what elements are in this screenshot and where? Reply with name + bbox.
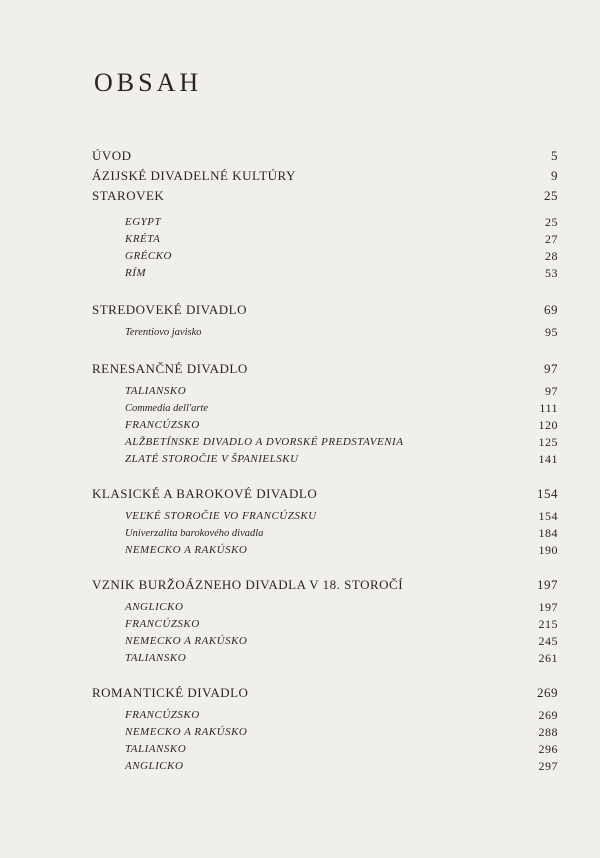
toc-entry [92,146,558,166]
toc-subentry [92,417,558,434]
toc-subentry-label: TALIANSKO [125,385,187,397]
toc-subentry-page: 97 [545,384,558,398]
toc-subentry-page: 27 [545,232,558,246]
toc-entry-page: 9 [551,168,558,183]
toc-subentry [92,633,558,650]
toc-subentry [92,214,558,231]
toc-entry-page: 5 [551,148,558,163]
toc-subentry-label: NEMECKO A RAKÚSKO [125,726,248,738]
toc-entry-label: ÁZIJSKÉ DIVADELNÉ KULTÚRY [92,168,296,183]
toc-entry-label: ROMANTICKÉ DIVADLO [92,685,249,700]
toc-entry-label: STREDOVEKÉ DIVADLO [92,302,248,317]
toc-subentry-page: 288 [538,725,558,739]
toc-subentry-label: Univerzalita barokového divadla [125,528,264,539]
toc-subentry-label: FRANCÚZSKO [125,419,200,431]
toc-subentry-label: KRÉTA [125,233,161,245]
toc-subentry-page: 190 [538,543,558,557]
toc-subentry-label: Terentiovo javisko [125,327,202,338]
toc-subentry [92,508,558,525]
toc-entry-label: KLASICKÉ A BAROKOVÉ DIVADLO [92,486,318,501]
toc-entry [92,300,558,320]
toc-subentry-label: VEĽKÉ STOROČIE VO FRANCÚZSKU [125,510,317,522]
toc-subentry-page: 245 [538,634,558,648]
toc-subentry [92,616,558,633]
toc-subentry [92,758,558,775]
toc-subentry-page: 53 [545,266,558,280]
toc-subentry [92,451,558,468]
toc-subentry [92,650,558,667]
toc-subentry-label: ANGLICKO [125,760,184,772]
toc-entry-page: 97 [544,361,558,376]
toc-entry-label: RENESANČNÉ DIVADLO [92,361,248,376]
toc-subentry [92,599,558,616]
toc-entry [92,484,558,504]
toc-entry-page: 69 [544,302,558,317]
toc-subentry-page: 120 [538,418,558,432]
toc-subentry [92,231,558,248]
toc-subentry-page: 269 [538,708,558,722]
toc-subentry-page: 141 [538,452,558,466]
table-of-contents [92,146,558,775]
toc-entry-label: ÚVOD [92,148,132,163]
toc-subentry-page: 111 [539,401,558,415]
toc-subentry-label: GRÉCKO [125,250,172,262]
toc-subentry [92,707,558,724]
toc-subentry [92,324,558,341]
toc-subentry-label: ALŽBETÍNSKE DIVADLO A DVORSKÉ PREDSTAVENIA [125,436,404,448]
toc-subentry-page: 125 [538,435,558,449]
toc-entry-page: 269 [537,685,558,700]
toc-subentry [92,383,558,400]
toc-subentry-page: 154 [538,509,558,523]
toc-entry-label: STAROVEK [92,188,165,203]
toc-subentry-label: Commedia dell'arte [125,403,209,414]
toc-subentry-label: TALIANSKO [125,652,187,664]
toc-entry [92,186,558,206]
toc-subentry-page: 296 [538,742,558,756]
toc-entry [92,166,558,186]
page-title: OBSAH [94,68,203,97]
toc-subentry-page: 297 [538,759,558,773]
toc-subentry [92,741,558,758]
toc-subentry-label: NEMECKO A RAKÚSKO [125,544,248,556]
toc-entry [92,683,558,703]
toc-entry [92,575,558,595]
toc-subentry [92,724,558,741]
toc-subentry [92,434,558,451]
toc-entry-label: VZNIK BURŽOÁZNEHO DIVADLA V 18. STOROČÍ [92,577,404,592]
toc-subentry-label: RÍM [125,267,147,279]
toc-entry [92,359,558,379]
toc-subentry-page: 95 [545,325,558,339]
toc-subentry-page: 215 [538,617,558,631]
toc-entry-page: 197 [537,577,558,592]
toc-subentry [92,248,558,265]
toc-subentry [92,542,558,559]
toc-subentry [92,525,558,542]
toc-subentry-page: 28 [545,249,558,263]
toc-subentry-label: NEMECKO A RAKÚSKO [125,635,248,647]
toc-subentry [92,400,558,417]
toc-subentry-label: FRANCÚZSKO [125,709,200,721]
toc-entry-page: 154 [537,486,558,501]
toc-entry-page: 25 [544,188,558,203]
toc-subentry-label: FRANCÚZSKO [125,618,200,630]
toc-subentry-label: TALIANSKO [125,743,187,755]
toc-subentry-label: EGYPT [125,216,162,228]
toc-subentry-label: ZLATÉ STOROČIE V ŠPANIELSKU [125,453,299,465]
toc-subentry-page: 184 [538,526,558,540]
toc-subentry [92,265,558,282]
toc-subentry-page: 197 [538,600,558,614]
toc-subentry-page: 25 [545,215,558,229]
toc-subentry-label: ANGLICKO [125,601,184,613]
toc-subentry-page: 261 [538,651,558,665]
